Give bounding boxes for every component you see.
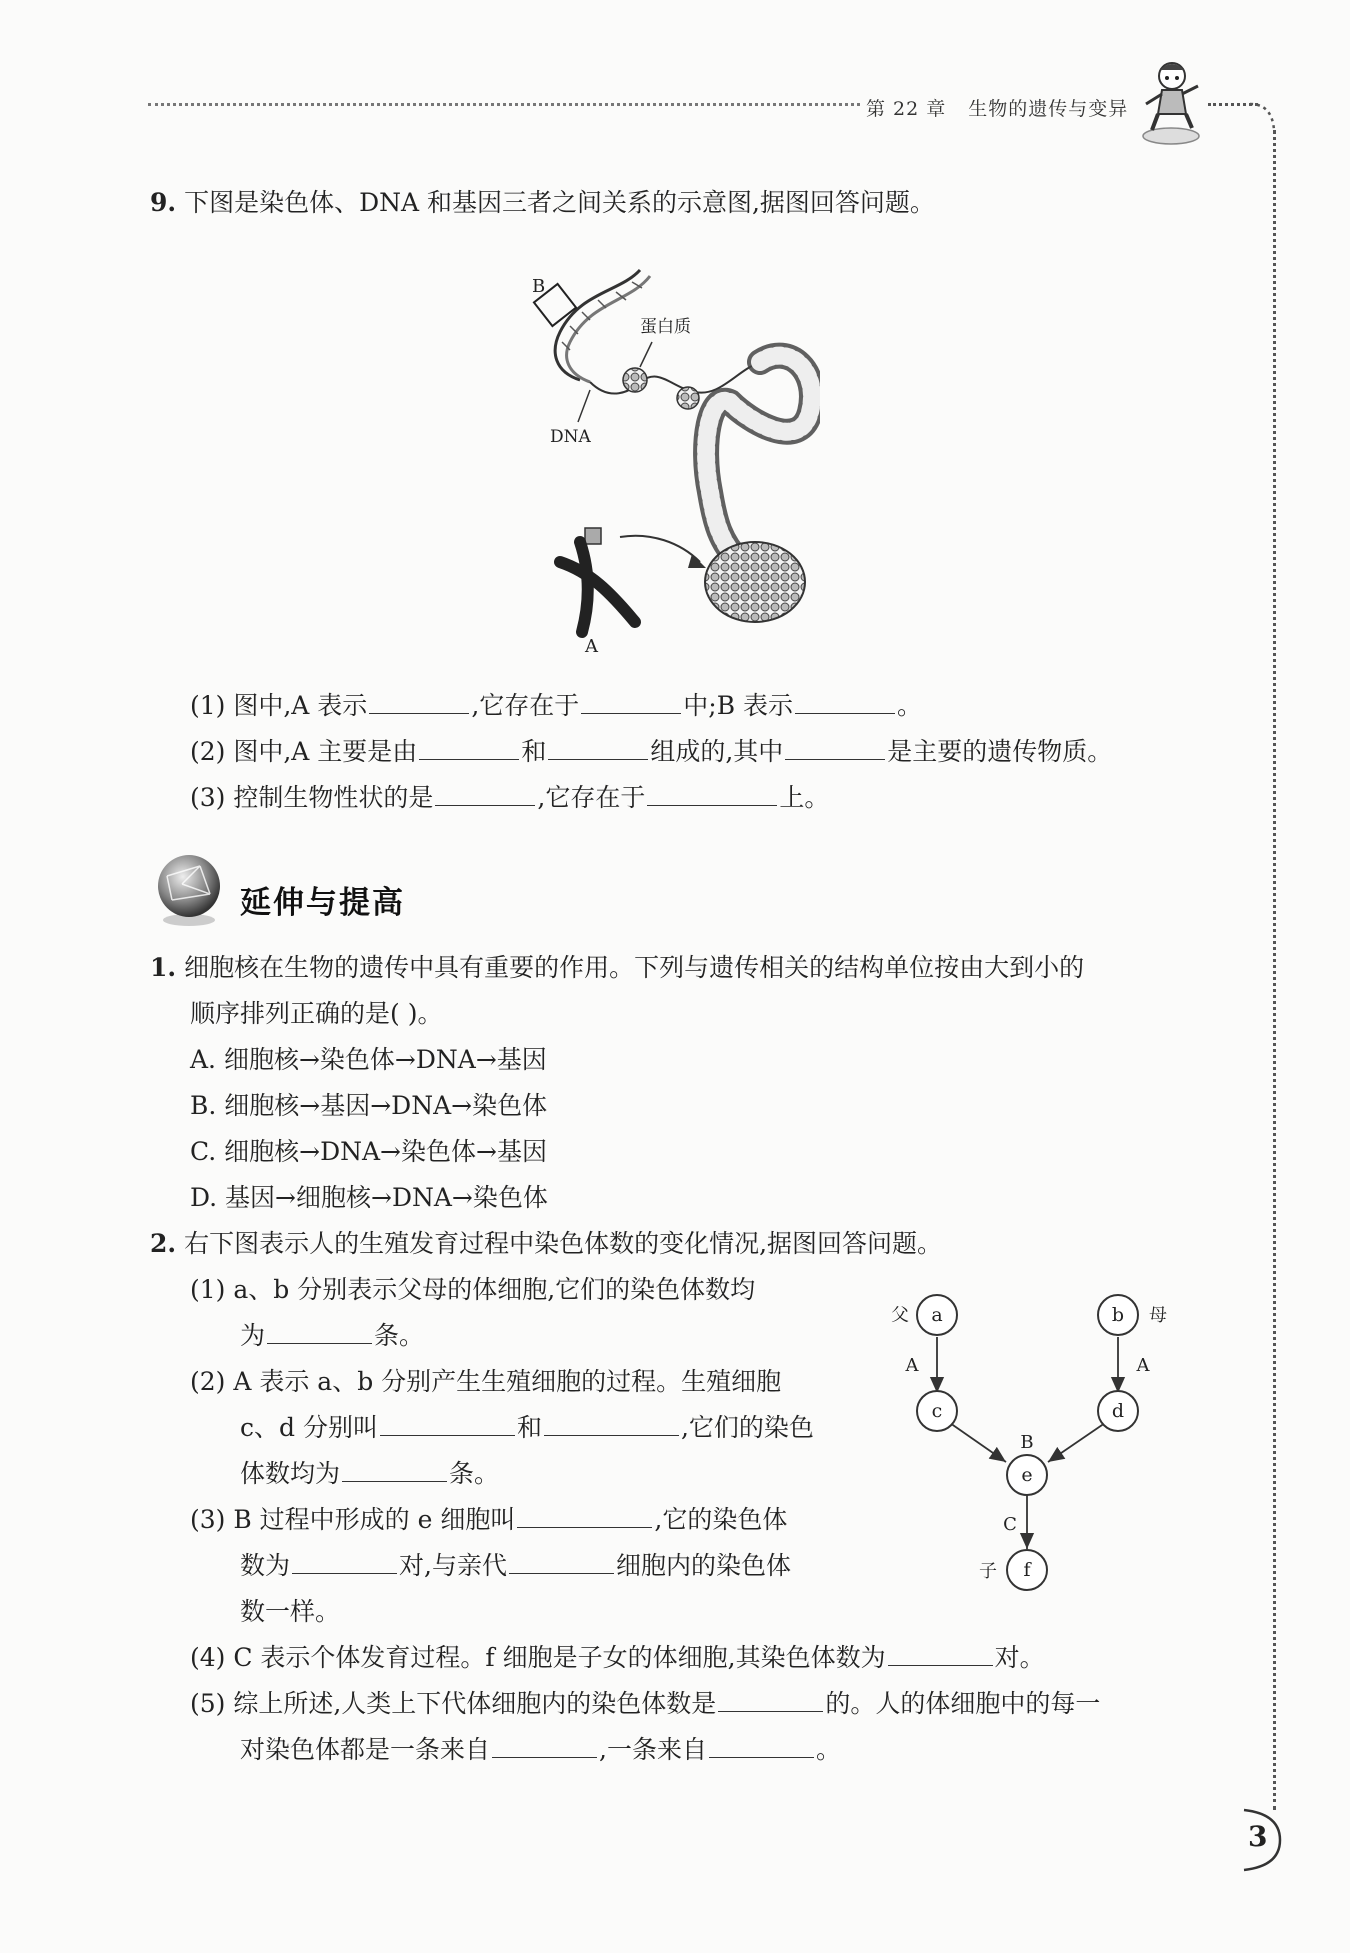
q9-p1-end: 。 [897,691,923,720]
q9-stem [150,180,935,226]
cell-e-label: e [1021,1464,1033,1486]
running-header [866,94,1128,121]
e2-p4-end: 对。 [994,1643,1045,1672]
q9-p2-mid1: 和 [521,737,547,766]
e2-p3-line1 [190,1497,787,1543]
answer-blank[interactable] [435,775,535,806]
option-b[interactable]: B. 细胞核→基因→DNA→染色体 [190,1091,548,1120]
q9-p2-prefix: (2) 图中,A 主要是由 [190,737,418,766]
e2-stem-text: 右下图表示人的生殖发育过程中染色体数的变化情况,据图回答问题。 [184,1229,943,1258]
e2-p3-line2-end: 细胞内的染色体 [615,1551,791,1580]
label-protein: 蛋白质 [640,317,691,337]
e2-stem [150,1221,942,1267]
e1-stem [150,945,1084,991]
e2-p5-end: 的。人的体细胞中的每一 [825,1689,1101,1718]
answer-blank[interactable] [380,1405,515,1436]
e1-stem-line2: 顺序排列正确的是( )。 [190,999,443,1028]
e2-p3-line2-mid: 对,与亲代 [399,1551,507,1580]
header-title: 生物的遗传与变异 [968,98,1129,120]
label-dna: DNA [550,427,591,447]
e2-p3-line2-prefix: 数为 [240,1551,291,1580]
answer-blank[interactable] [647,775,777,806]
e2-p2-end: ,它们的染色 [680,1413,814,1442]
q9-p1-prefix: (1) 图中,A 表示 [190,691,368,720]
right-edge-dotted-line [1273,130,1276,1810]
e1-number: 1. [150,953,177,982]
e2-p1-line1: (1) a、b 分别表示父母的体细胞,它们的染色体数均 [190,1275,756,1304]
q9-part3 [190,775,829,821]
answer-blank[interactable] [267,1313,372,1344]
option-d[interactable]: D. 基因→细胞核→DNA→染色体 [190,1183,548,1212]
cell-division-diagram [880,1285,1200,1625]
e2-p5-line2-prefix: 对染色体都是一条来自 [240,1735,491,1764]
option-c[interactable]: C. 细胞核→DNA→染色体→基因 [190,1137,547,1166]
e2-p2-mid: 和 [516,1413,542,1442]
e2-p5-line2 [240,1727,841,1773]
answer-blank[interactable] [544,1405,679,1436]
e2-p4-prefix: (4) C 表示个体发育过程。f 细胞是子女的体细胞,其染色体数为 [190,1643,886,1672]
e2-p4 [190,1635,1045,1681]
answer-blank[interactable] [718,1681,823,1712]
section-title: 延伸与提高 [240,885,405,921]
answer-blank[interactable] [492,1727,597,1758]
e2-p2-line2 [240,1405,814,1451]
answer-blank[interactable] [419,729,519,760]
q9-p3-end: 上。 [779,783,830,812]
e2-p5-prefix: (5) 综上所述,人类上下代体细胞内的染色体数是 [190,1689,717,1718]
e1-stem-line1: 细胞核在生物的遗传中具有重要的作用。下列与遗传相关的结构单位按由大到小的 [184,953,1085,982]
q9-p3-mid1: ,它存在于 [537,783,646,812]
header-dotted-line [148,103,860,106]
header-chapter: 第 22 章 [866,98,947,120]
mascot-icon [1138,58,1204,148]
answer-blank[interactable] [369,683,469,714]
q9-p1-mid1: ,它存在于 [471,691,580,720]
e2-p5-line2-mid: ,一条来自 [599,1735,707,1764]
process-a-right: A [1136,1355,1150,1376]
cell-a-label: a [931,1304,943,1326]
q9-part1 [190,683,922,729]
option-a[interactable]: A. 细胞核→染色体→DNA→基因 [190,1045,547,1074]
q9-number: 9. [150,188,177,217]
e2-p2-line3 [240,1451,499,1497]
q9-p2-mid2: 组成的,其中 [650,737,784,766]
process-c: C [1003,1514,1017,1535]
process-b: B [1020,1432,1034,1453]
globe-icon [152,850,226,930]
father-label: 父 [891,1305,909,1326]
q9-p2-end: 是主要的遗传物质。 [887,737,1113,766]
chromosome-figure [520,262,820,652]
label-b: B [532,276,546,297]
e2-p3-line3: 数一样。 [240,1597,341,1626]
answer-blank[interactable] [342,1451,447,1482]
cell-b-label: b [1111,1304,1125,1326]
e2-p2-line3-prefix: 体数均为 [240,1459,341,1488]
cell-c-label: c [931,1400,943,1422]
e2-p1-line2 [240,1313,424,1359]
e2-p1-prefix: 为 [240,1321,266,1350]
e2-p3-end: ,它的染色体 [654,1505,788,1534]
e2-p3-line2 [240,1543,791,1589]
e2-p1-end: 条。 [374,1321,425,1350]
answer-blank[interactable] [517,1497,652,1528]
cell-d-label: d [1111,1400,1125,1422]
page-number: 3 [1248,1820,1268,1853]
e2-p3-prefix: (3) B 过程中形成的 e 细胞叫 [190,1505,516,1534]
label-a: A [585,636,598,652]
process-a-left: A [905,1355,919,1376]
answer-blank[interactable] [509,1543,614,1574]
q9-part2 [190,729,1112,775]
q9-stem-text: 下图是染色体、DNA 和基因三者之间关系的示意图,据图回答问题。 [184,188,935,217]
answer-blank[interactable] [292,1543,397,1574]
answer-blank[interactable] [581,683,681,714]
answer-blank[interactable] [795,683,895,714]
e2-p5-line2-end: 。 [815,1735,841,1764]
q9-p3-prefix: (3) 控制生物性状的是 [190,783,434,812]
e2-number: 2. [150,1229,177,1258]
answer-blank[interactable] [785,729,885,760]
answer-blank[interactable] [709,1727,814,1758]
mother-label: 母 [1149,1305,1167,1326]
e2-p2-line3-end: 条。 [449,1459,500,1488]
cell-f-label: f [1023,1559,1031,1581]
answer-blank[interactable] [888,1635,993,1666]
e2-p2-line1: (2) A 表示 a、b 分别产生生殖细胞的过程。生殖细胞 [190,1367,782,1396]
child-label: 子 [979,1561,997,1582]
e2-p2-prefix: c、d 分别叫 [240,1413,378,1442]
e2-p5-line1 [190,1681,1100,1727]
q9-p1-mid2: 中;B 表示 [683,691,794,720]
answer-blank[interactable] [548,729,648,760]
